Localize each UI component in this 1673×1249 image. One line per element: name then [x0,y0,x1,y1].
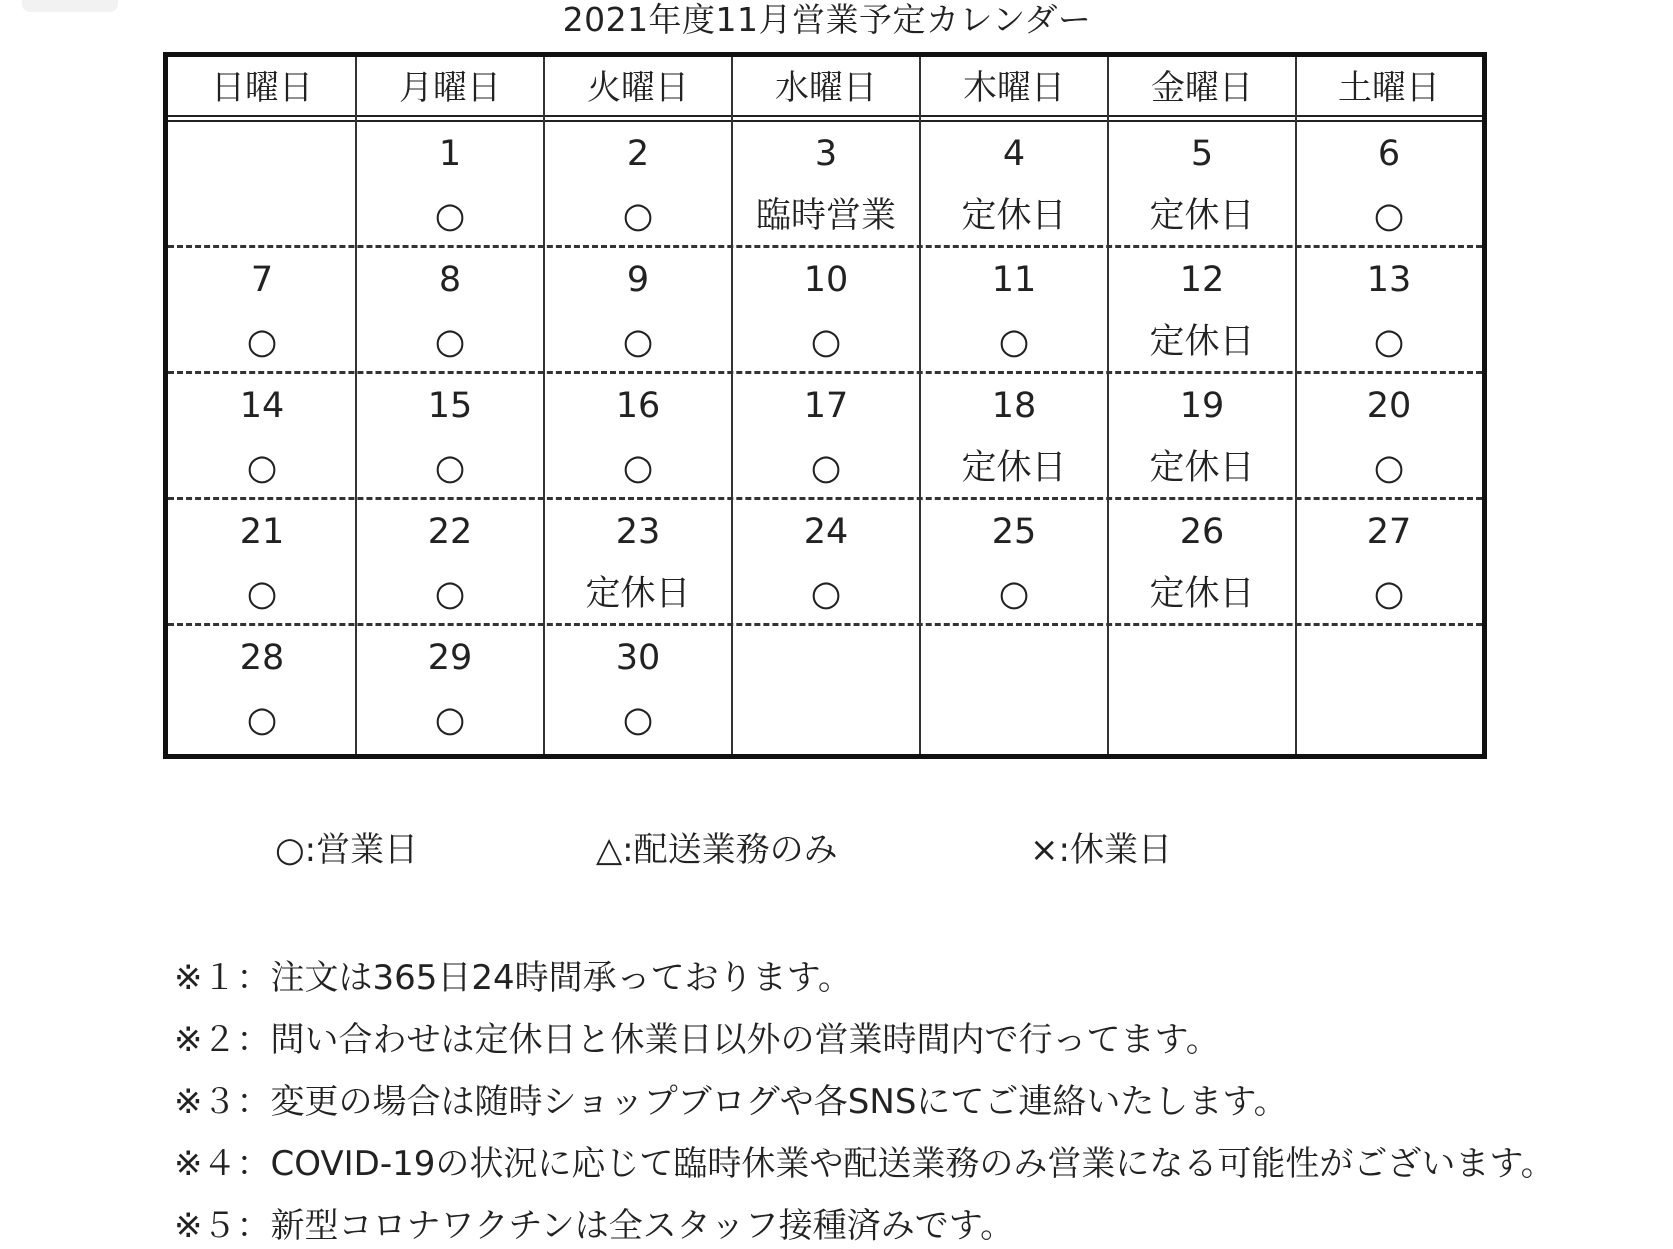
day-status: ○ [434,700,466,740]
day-cell [356,626,544,752]
day-cell [1296,374,1482,497]
day-status: ○ [1373,574,1405,614]
legend-closed: ×:休業日 [1030,830,1172,870]
week-row [168,374,1482,500]
week-row [168,122,1482,248]
weekday-thursday: 木曜日 [963,68,1065,108]
day-status: ○ [1373,196,1405,236]
note-3: ※３：変更の場合は随時ショップブログや各SNSにてご連絡いたします。 [174,1082,1288,1122]
day-cell [544,122,732,245]
day-cell [168,374,356,497]
day-number: 20 [1366,386,1412,426]
day-number: 6 [1377,134,1401,174]
weekday-header-row [168,57,1482,122]
weekday-saturday: 土曜日 [1338,68,1440,108]
day-number: 21 [239,512,285,552]
day-number: 11 [991,260,1037,300]
day-number: 9 [626,260,650,300]
day-cell [920,374,1108,497]
day-number: 19 [1179,386,1225,426]
legend-open: ○:営業日 [275,830,419,870]
day-number: 26 [1179,512,1225,552]
calendar-table [163,52,1487,759]
day-number: 28 [239,638,285,678]
weekday-monday: 月曜日 [399,68,501,108]
day-cell [168,248,356,371]
day-number: 7 [250,260,274,300]
day-status: 定休日 [1149,574,1255,614]
day-status: ○ [810,448,842,488]
day-status: ○ [1373,322,1405,362]
weekday-wednesday: 水曜日 [775,68,877,108]
day-number: 18 [991,386,1037,426]
note-4: ※４：COVID-19の状況に応じて臨時休業や配送業務のみ営業になる可能性がございます。 [174,1144,1555,1184]
day-cell [732,626,920,752]
day-number: 16 [615,386,661,426]
day-status: ○ [246,322,278,362]
day-status: ○ [434,574,466,614]
day-status: ○ [622,700,654,740]
day-cell [1108,248,1296,371]
day-status: ○ [246,700,278,740]
day-cell [544,374,732,497]
day-status: ○ [434,448,466,488]
day-number: 4 [1002,134,1026,174]
day-cell [920,500,1108,623]
day-number: 15 [427,386,473,426]
note-1: ※１：注文は365日24時間承っております。 [174,958,852,998]
day-number: 10 [803,260,849,300]
day-status: ○ [622,448,654,488]
day-cell [544,500,732,623]
day-cell [544,626,732,752]
day-status: 定休日 [585,574,691,614]
day-status: ○ [434,196,466,236]
day-cell [168,122,356,245]
day-number: 5 [1190,134,1214,174]
day-status: ○ [1373,448,1405,488]
day-cell [732,500,920,623]
day-cell [732,122,920,245]
day-status: ○ [434,322,466,362]
day-cell [920,122,1108,245]
day-status: 定休日 [961,196,1067,236]
day-cell [732,374,920,497]
day-cell [168,626,356,752]
day-cell [1296,626,1482,752]
day-number: 3 [814,134,838,174]
week-row [168,500,1482,626]
day-status: 定休日 [1149,196,1255,236]
day-cell [1108,626,1296,752]
day-cell [1108,122,1296,245]
week-row [168,626,1482,752]
day-cell [168,500,356,623]
day-number: 29 [427,638,473,678]
day-status: 定休日 [1149,322,1255,362]
week-row [168,248,1482,374]
day-status: ○ [810,574,842,614]
day-status: 定休日 [961,448,1067,488]
day-cell [1108,500,1296,623]
day-number: 14 [239,386,285,426]
day-number: 12 [1179,260,1225,300]
note-2: ※２：問い合わせは定休日と休業日以外の営業時間内で行ってます。 [174,1020,1220,1060]
day-cell [356,248,544,371]
day-status: ○ [622,322,654,362]
day-number: 22 [427,512,473,552]
day-status: ○ [622,196,654,236]
day-number: 8 [438,260,462,300]
day-status: ○ [810,322,842,362]
day-cell [1296,500,1482,623]
weekday-tuesday: 火曜日 [587,68,689,108]
weekday-sunday: 日曜日 [211,68,313,108]
calendar-title: 2021年度11月営業予定カレンダー [562,0,1092,39]
day-status: 定休日 [1149,448,1255,488]
weekday-friday: 金曜日 [1151,68,1253,108]
day-status: ○ [998,322,1030,362]
legend-delivery-only: △:配送業務のみ [596,830,838,870]
day-number: 13 [1366,260,1412,300]
day-cell [920,248,1108,371]
day-cell [356,500,544,623]
day-cell [920,626,1108,752]
day-number: 25 [991,512,1037,552]
day-number: 27 [1366,512,1412,552]
day-number: 24 [803,512,849,552]
day-number: 30 [615,638,661,678]
day-cell [732,248,920,371]
day-number: 23 [615,512,661,552]
day-number: 17 [803,386,849,426]
day-cell [356,122,544,245]
day-number: 2 [626,134,650,174]
day-status: ○ [246,448,278,488]
day-cell [544,248,732,371]
day-status: 臨時営業 [755,196,896,236]
day-cell [1296,122,1482,245]
day-cell [1296,248,1482,371]
day-cell [356,374,544,497]
day-status: ○ [998,574,1030,614]
note-5: ※５：新型コロナワクチンは全スタッフ接種済みです。 [174,1206,1015,1246]
day-number: 1 [438,134,462,174]
day-cell [1108,374,1296,497]
day-status: ○ [246,574,278,614]
